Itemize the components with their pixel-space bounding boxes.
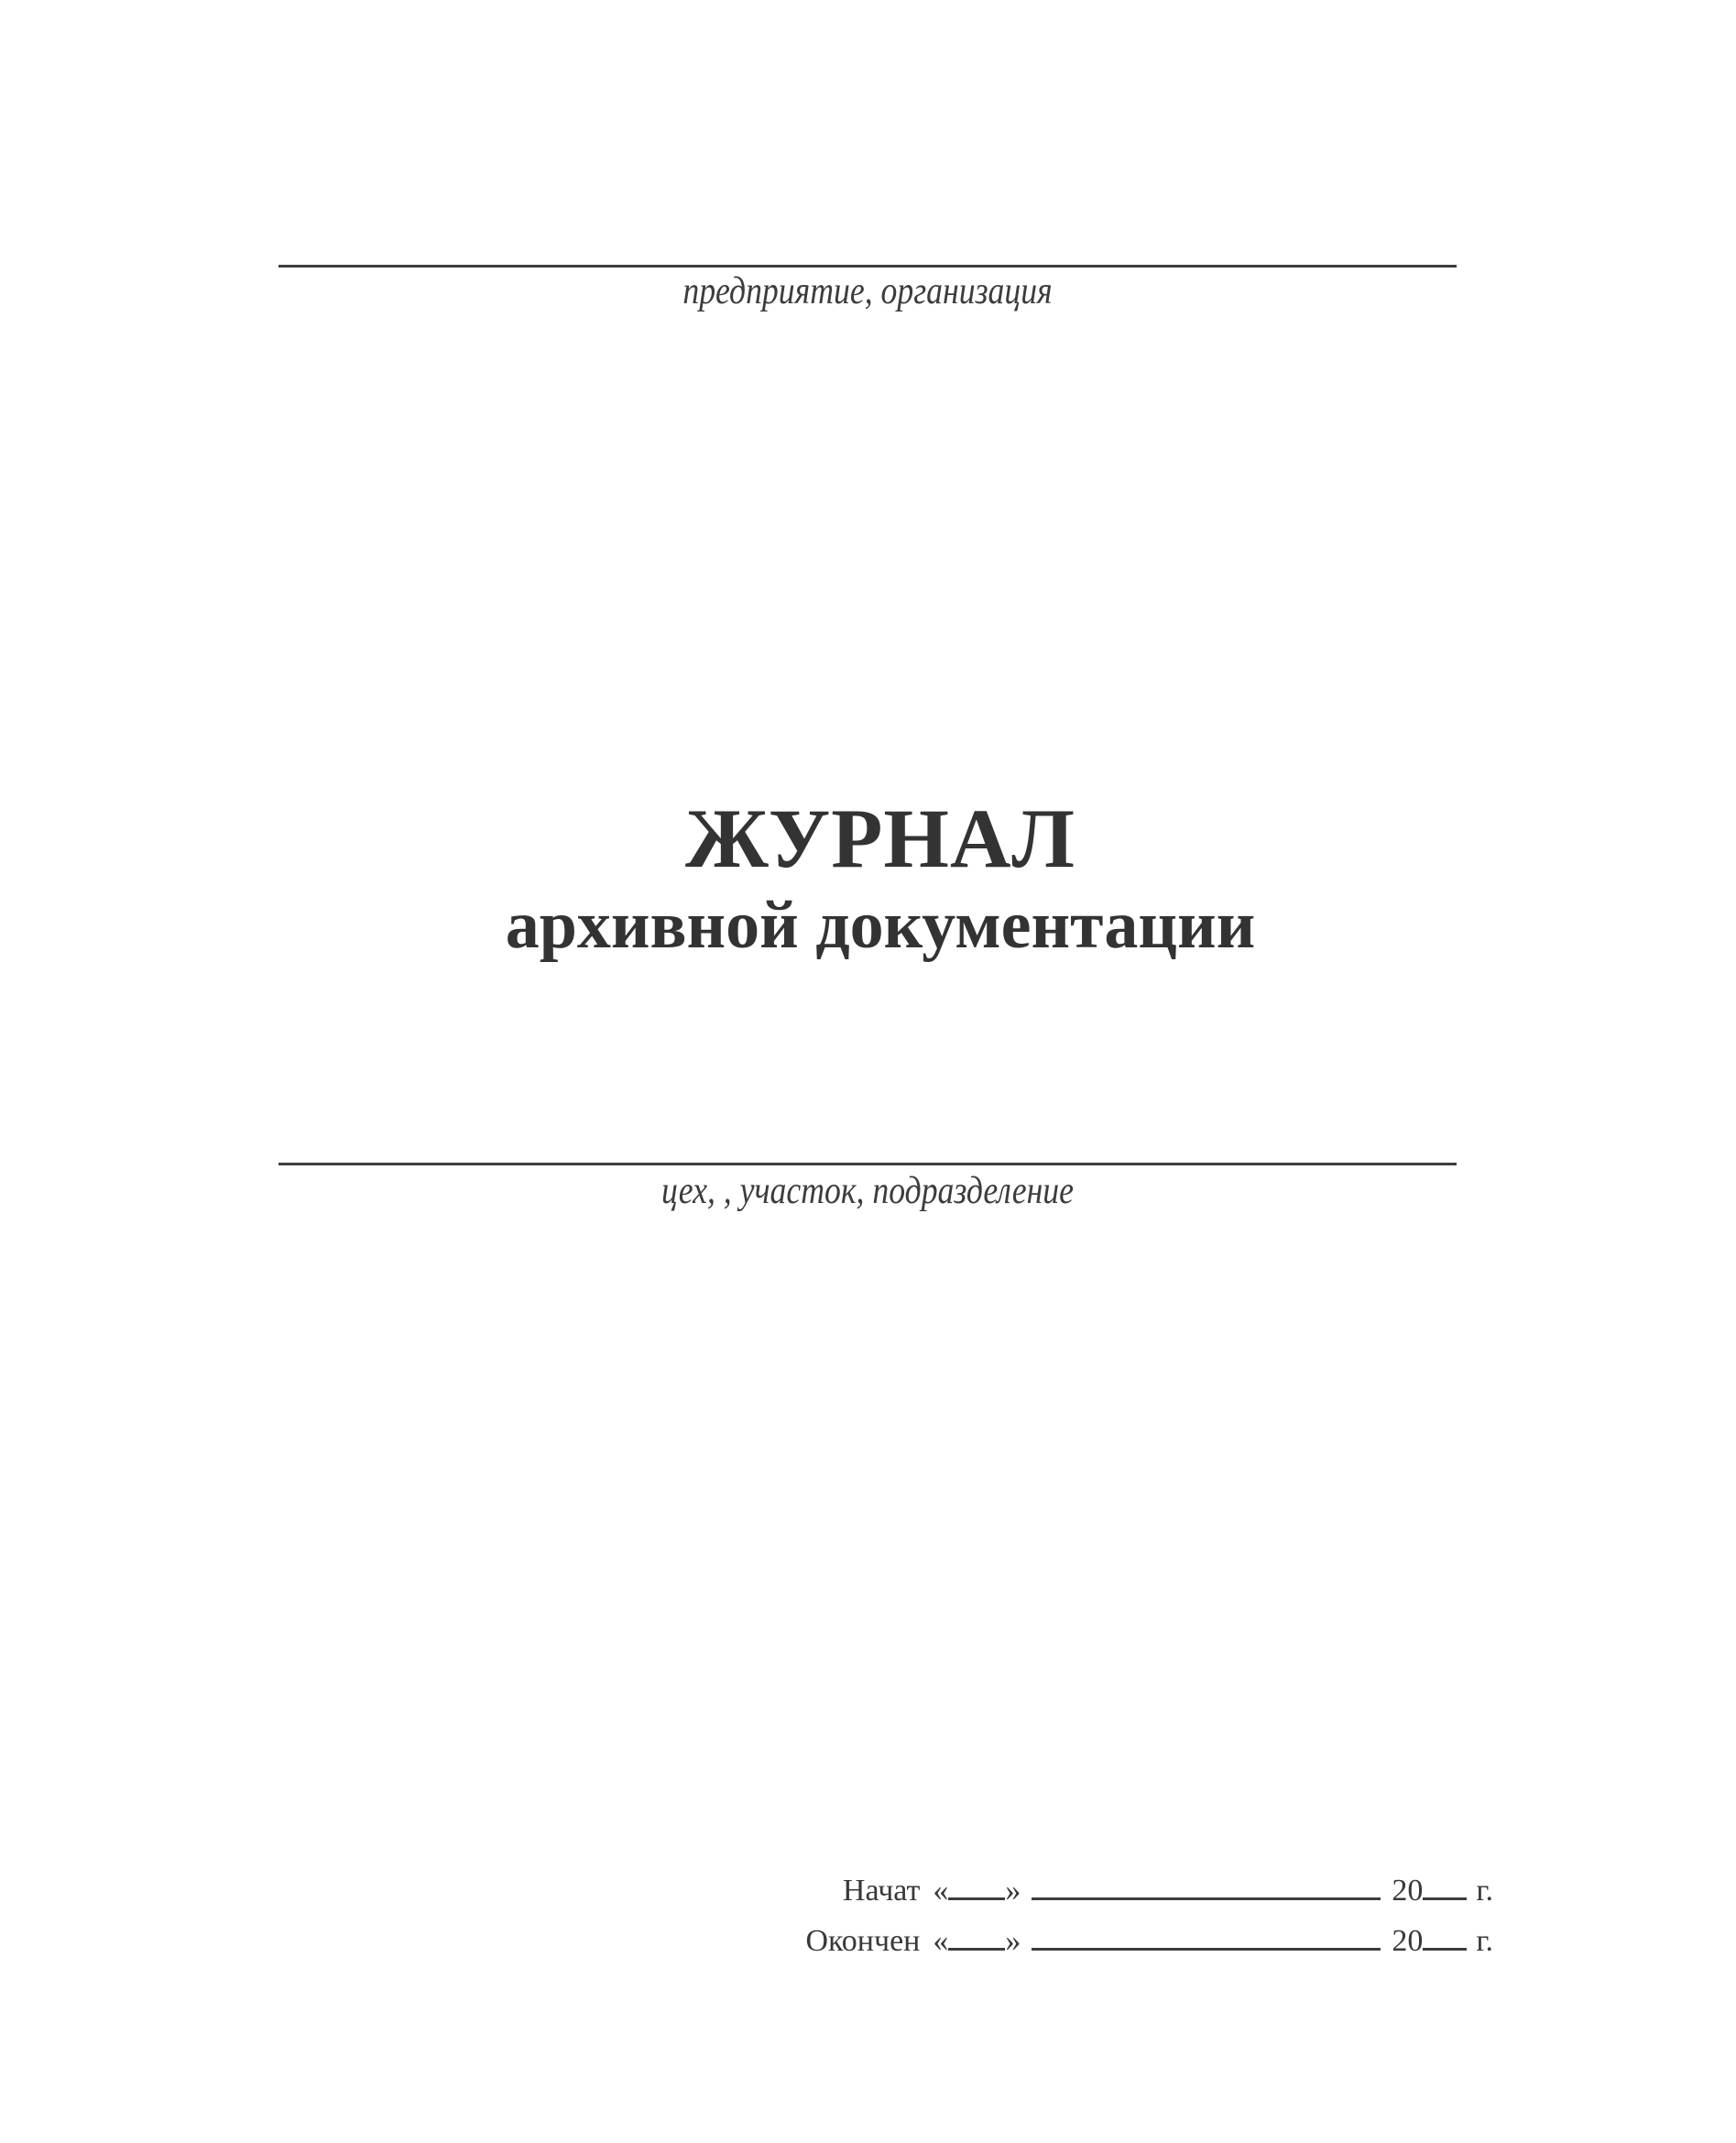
finished-year-prefix: 20 — [1392, 1924, 1424, 1958]
close-quote: » — [1005, 1924, 1021, 1958]
started-day-blank — [948, 1897, 1005, 1900]
department-caption: цех, , участок, подразделение — [661, 1170, 1075, 1212]
finished-label: Окончен — [805, 1924, 921, 1958]
organization-blank-line — [278, 265, 1457, 268]
close-quote: » — [1005, 1874, 1021, 1908]
finished-year-suffix: г. — [1476, 1924, 1493, 1958]
open-quote: « — [933, 1924, 949, 1958]
started-year-blank — [1423, 1897, 1467, 1900]
started-month-blank — [1032, 1897, 1381, 1900]
started-row — [805, 1865, 1493, 1916]
journal-dates-block — [805, 1865, 1493, 1966]
finished-month-blank — [1032, 1948, 1381, 1951]
department-blank-line — [278, 1163, 1457, 1165]
page-title: ЖУРНАЛ — [685, 792, 1075, 885]
started-year-prefix: 20 — [1392, 1874, 1424, 1908]
page-subtitle: архивной документации — [505, 888, 1256, 963]
finished-row — [805, 1916, 1493, 1966]
finished-year-blank — [1423, 1948, 1467, 1951]
organization-caption: предприятие, организация — [682, 270, 1053, 312]
started-year-suffix: г. — [1476, 1874, 1493, 1908]
finished-day-blank — [948, 1948, 1005, 1951]
started-label: Начат — [842, 1874, 921, 1908]
open-quote: « — [933, 1874, 949, 1908]
